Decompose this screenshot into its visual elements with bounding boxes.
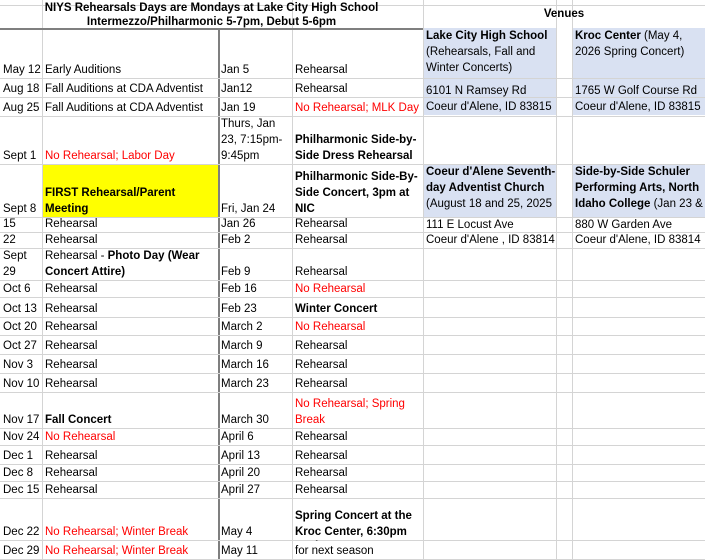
spring-date bbox=[218, 97, 292, 116]
spring-date bbox=[218, 392, 292, 428]
fall-event bbox=[42, 540, 218, 559]
spring-date-text: May 4 bbox=[221, 526, 253, 538]
spring-date bbox=[218, 217, 292, 232]
fall-date-text: Oct 27 bbox=[3, 340, 37, 352]
spring-date bbox=[218, 280, 292, 297]
spring-date-text: Feb 2 bbox=[221, 234, 251, 246]
spring-event bbox=[292, 116, 423, 164]
venue-detail: (Rehearsals, Fall and Winter Concerts) bbox=[426, 46, 536, 74]
spring-event bbox=[292, 217, 423, 232]
fall-event bbox=[42, 445, 218, 464]
fall-event-text: Rehearsal bbox=[45, 218, 98, 230]
fall-date bbox=[0, 248, 42, 280]
fall-date-text: Sept 1 bbox=[3, 150, 37, 162]
fall-date bbox=[0, 280, 42, 297]
spring-event bbox=[292, 232, 423, 248]
fall-event bbox=[42, 481, 218, 498]
fall-event bbox=[42, 232, 218, 248]
fall-date-text: Oct 20 bbox=[3, 321, 37, 333]
spring-event-text: Rehearsal bbox=[295, 340, 348, 352]
fall-date-text: 15 bbox=[3, 218, 16, 230]
spring-date-text: Fri, Jan 24 bbox=[221, 203, 276, 215]
fall-event-plain: Rehearsal - bbox=[45, 250, 108, 262]
spring-date-text: Jan 5 bbox=[221, 64, 250, 76]
fall-event bbox=[42, 498, 218, 540]
spring-date-text: Jan 26 bbox=[221, 218, 256, 230]
spring-date-text: Feb 23 bbox=[221, 303, 257, 315]
fall-event-text: Rehearsal bbox=[45, 359, 98, 371]
spring-event bbox=[292, 540, 423, 559]
fall-date bbox=[0, 481, 42, 498]
spring-event bbox=[292, 28, 423, 78]
venue-nic bbox=[572, 164, 705, 214]
spring-date-text: May 11 bbox=[221, 545, 258, 557]
venue-name: Kroc Center bbox=[575, 30, 641, 42]
fall-event bbox=[42, 217, 218, 232]
spring-event-text: Rehearsal bbox=[295, 450, 348, 462]
venue-sda-address1: 111 E Locust Ave bbox=[426, 219, 514, 231]
spring-event bbox=[292, 317, 423, 335]
spring-event bbox=[292, 248, 423, 280]
spring-event-text: Rehearsal bbox=[295, 359, 348, 371]
spring-date bbox=[218, 481, 292, 498]
fall-event bbox=[42, 464, 218, 481]
fall-date bbox=[0, 498, 42, 540]
venue-kroc bbox=[572, 28, 705, 78]
spring-date bbox=[218, 116, 292, 164]
spring-event-text: Rehearsal bbox=[295, 218, 348, 230]
spring-date bbox=[218, 28, 292, 78]
spring-event-text: Rehearsal bbox=[295, 234, 348, 246]
spring-event-text: Philharmonic Side-By-Side Concert, 3pm at NIC bbox=[295, 171, 418, 215]
spring-event bbox=[292, 428, 423, 445]
venue-kroc-address2: Coeur d'Alene, ID 83815 bbox=[575, 101, 701, 113]
spring-event bbox=[292, 373, 423, 392]
fall-date bbox=[0, 373, 42, 392]
fall-event-text bbox=[45, 248, 218, 280]
spring-event bbox=[292, 78, 423, 97]
fall-date-text: Dec 15 bbox=[3, 484, 40, 496]
fall-date bbox=[0, 335, 42, 354]
spring-date bbox=[218, 354, 292, 373]
fall-event-text: Early Auditions bbox=[45, 64, 122, 76]
spring-date-text: March 30 bbox=[221, 414, 269, 426]
fall-date-text: May 12 bbox=[3, 64, 41, 76]
venue-lchs bbox=[423, 28, 556, 78]
spring-date bbox=[218, 498, 292, 540]
spring-date bbox=[218, 164, 292, 217]
fall-event-text: No Rehearsal; Winter Break bbox=[45, 526, 189, 538]
spring-date-text: Feb 16 bbox=[221, 283, 257, 295]
venue-sda bbox=[423, 164, 556, 214]
spring-event-text: Rehearsal bbox=[295, 266, 348, 278]
spring-date bbox=[218, 464, 292, 481]
fall-event-text: Rehearsal bbox=[45, 484, 98, 496]
spring-date-text: Feb 9 bbox=[221, 266, 251, 278]
spring-date-text: March 9 bbox=[221, 340, 263, 352]
fall-event bbox=[42, 297, 218, 317]
fall-event bbox=[42, 164, 218, 217]
spring-event bbox=[292, 481, 423, 498]
venues-heading: Venues bbox=[543, 8, 585, 20]
spring-date-text: Jan12 bbox=[221, 83, 253, 95]
fall-event-text: FIRST Rehearsal/Parent Meeting bbox=[45, 187, 176, 215]
fall-date bbox=[0, 116, 42, 164]
fall-date bbox=[0, 232, 42, 248]
fall-date-text: Dec 22 bbox=[3, 526, 40, 538]
spring-date-text: March 2 bbox=[221, 321, 263, 333]
spring-event-text: Rehearsal bbox=[295, 431, 348, 443]
spring-event bbox=[292, 280, 423, 297]
fall-date bbox=[0, 540, 42, 559]
venue-detail: (August 18 and 25, 2025 bbox=[426, 198, 552, 210]
fall-date-text: 22 bbox=[3, 234, 16, 246]
spring-event bbox=[292, 354, 423, 373]
fall-date bbox=[0, 354, 42, 373]
fall-event bbox=[42, 116, 218, 164]
fall-date-text: Sept 8 bbox=[3, 203, 37, 215]
fall-event-text: Rehearsal bbox=[45, 450, 98, 462]
fall-date bbox=[0, 78, 42, 97]
spring-event bbox=[292, 392, 423, 428]
venue-nic-address1: 880 W Garden Ave bbox=[575, 219, 672, 231]
spring-event-text: Rehearsal bbox=[295, 83, 348, 95]
fall-event bbox=[42, 317, 218, 335]
spring-date bbox=[218, 232, 292, 248]
spring-event-text: No Rehearsal bbox=[295, 283, 366, 295]
fall-date bbox=[0, 97, 42, 116]
fall-date-text: Oct 6 bbox=[3, 283, 31, 295]
spring-event bbox=[292, 164, 423, 217]
spring-date-text: March 23 bbox=[221, 378, 269, 390]
venue-name: Coeur d'Alene Seventh-day Adventist Church bbox=[426, 166, 556, 194]
fall-event-text: No Rehearsal bbox=[45, 431, 116, 443]
fall-event bbox=[42, 28, 218, 78]
fall-date-text: Aug 25 bbox=[3, 102, 40, 114]
spring-date bbox=[218, 335, 292, 354]
spring-date-text: April 20 bbox=[221, 467, 260, 479]
spring-event-text: Rehearsal bbox=[295, 64, 348, 76]
spring-date-text: April 13 bbox=[221, 450, 260, 462]
venue-name: Side-by-Side Schuler Performing Arts, North Idaho College bbox=[575, 166, 700, 210]
spring-event-text: for next season bbox=[295, 545, 374, 557]
fall-event-text: Rehearsal bbox=[45, 378, 98, 390]
fall-event-text: Fall Auditions at CDA Adventist bbox=[45, 83, 203, 95]
fall-event-text: Rehearsal bbox=[45, 467, 98, 479]
fall-event bbox=[42, 354, 218, 373]
spring-event bbox=[292, 498, 423, 540]
fall-event-text: Rehearsal bbox=[45, 340, 98, 352]
spring-event bbox=[292, 297, 423, 317]
fall-event-text: Rehearsal bbox=[45, 321, 98, 333]
fall-event-text: No Rehearsal; Labor Day bbox=[45, 150, 175, 162]
spring-date bbox=[218, 373, 292, 392]
fall-date bbox=[0, 392, 42, 428]
fall-event bbox=[42, 248, 218, 280]
fall-date-text: Nov 3 bbox=[3, 359, 34, 371]
spring-event-text: Winter Concert bbox=[295, 303, 378, 315]
spring-event-text: Rehearsal bbox=[295, 467, 348, 479]
spring-event-text: No Rehearsal bbox=[295, 321, 366, 333]
spring-date-text: April 6 bbox=[221, 431, 254, 443]
spring-event bbox=[292, 445, 423, 464]
spring-date bbox=[218, 540, 292, 559]
fall-event-bold: Photo Day (Wear Concert Attire) bbox=[45, 250, 200, 278]
fall-event bbox=[42, 280, 218, 297]
fall-date-text: Dec 8 bbox=[3, 467, 34, 479]
fall-date bbox=[0, 445, 42, 464]
fall-event-text: Rehearsal bbox=[45, 303, 98, 315]
spring-event-text: Rehearsal bbox=[295, 484, 348, 496]
venue-detail: (Jan 23 & bbox=[650, 198, 703, 210]
fall-event-text: Rehearsal bbox=[45, 234, 98, 246]
spring-date-text: Jan 19 bbox=[221, 102, 256, 114]
spring-date-text: Thurs, Jan 23, 7:15pm-9:45pm bbox=[221, 118, 283, 162]
fall-event bbox=[42, 97, 218, 116]
spring-date bbox=[218, 297, 292, 317]
fall-event-text: Fall Auditions at CDA Adventist bbox=[45, 102, 203, 114]
spring-date bbox=[218, 428, 292, 445]
fall-event bbox=[42, 428, 218, 445]
fall-date bbox=[0, 428, 42, 445]
spring-event-text: Philharmonic Side-by-Side Dress Rehearsal bbox=[295, 134, 417, 162]
fall-date bbox=[0, 28, 42, 78]
spring-event-text: Spring Concert at the Kroc Center, 6:30pm bbox=[295, 510, 412, 538]
fall-date bbox=[0, 317, 42, 335]
fall-event bbox=[42, 335, 218, 354]
fall-event bbox=[42, 78, 218, 97]
spring-date bbox=[218, 248, 292, 280]
spring-event-text: No Rehearsal; MLK Day bbox=[295, 102, 419, 114]
fall-event bbox=[42, 392, 218, 428]
fall-date bbox=[0, 164, 42, 217]
venue-sda-address2: Coeur d'Alene , ID 83814 bbox=[426, 234, 555, 246]
fall-event-text: No Rehearsal; Winter Break bbox=[45, 545, 189, 557]
spring-event bbox=[292, 464, 423, 481]
fall-date bbox=[0, 464, 42, 481]
venue-name: Lake City High School bbox=[426, 30, 548, 42]
spring-event bbox=[292, 97, 423, 116]
fall-date-text: Oct 13 bbox=[3, 303, 37, 315]
venue-lchs-address2: Coeur d'Alene, ID 83815 bbox=[426, 101, 552, 113]
spring-date bbox=[218, 78, 292, 97]
venue-nic-address2: Coeur d'Alene, ID 83814 bbox=[575, 234, 701, 246]
spring-date bbox=[218, 445, 292, 464]
venue-detail: (May 4, 2026 Spring Concert) bbox=[575, 30, 685, 58]
fall-event bbox=[42, 373, 218, 392]
fall-date-text: Nov 17 bbox=[3, 414, 40, 426]
fall-date-text: Aug 18 bbox=[3, 83, 40, 95]
fall-date-text: Dec 29 bbox=[3, 545, 40, 557]
spring-event bbox=[292, 335, 423, 354]
spring-date bbox=[218, 317, 292, 335]
fall-date bbox=[0, 217, 42, 232]
page-title: NIYS Rehearsals Days are Mondays at Lake City High School bbox=[44, 2, 379, 14]
spring-event-text: Rehearsal bbox=[295, 378, 348, 390]
spring-event-text: No Rehearsal; Spring Break bbox=[295, 398, 405, 426]
fall-event-text: Fall Concert bbox=[45, 414, 112, 426]
fall-date-text: Nov 24 bbox=[3, 431, 40, 443]
fall-date-text: Dec 1 bbox=[3, 450, 34, 462]
fall-date bbox=[0, 297, 42, 317]
fall-date-text: Nov 10 bbox=[3, 378, 40, 390]
spring-date-text: March 16 bbox=[221, 359, 269, 371]
venue-lchs-address1: 6101 N Ramsey Rd bbox=[426, 85, 527, 97]
fall-date-text: Sept 29 bbox=[3, 250, 27, 278]
page-subtitle: Intermezzo/Philharmonic 5-7pm, Debut 5-6pm bbox=[86, 16, 337, 28]
venue-kroc-address1: 1765 W Golf Course Rd bbox=[575, 85, 698, 97]
spring-date-text: April 27 bbox=[221, 484, 260, 496]
fall-event-text: Rehearsal bbox=[45, 283, 98, 295]
